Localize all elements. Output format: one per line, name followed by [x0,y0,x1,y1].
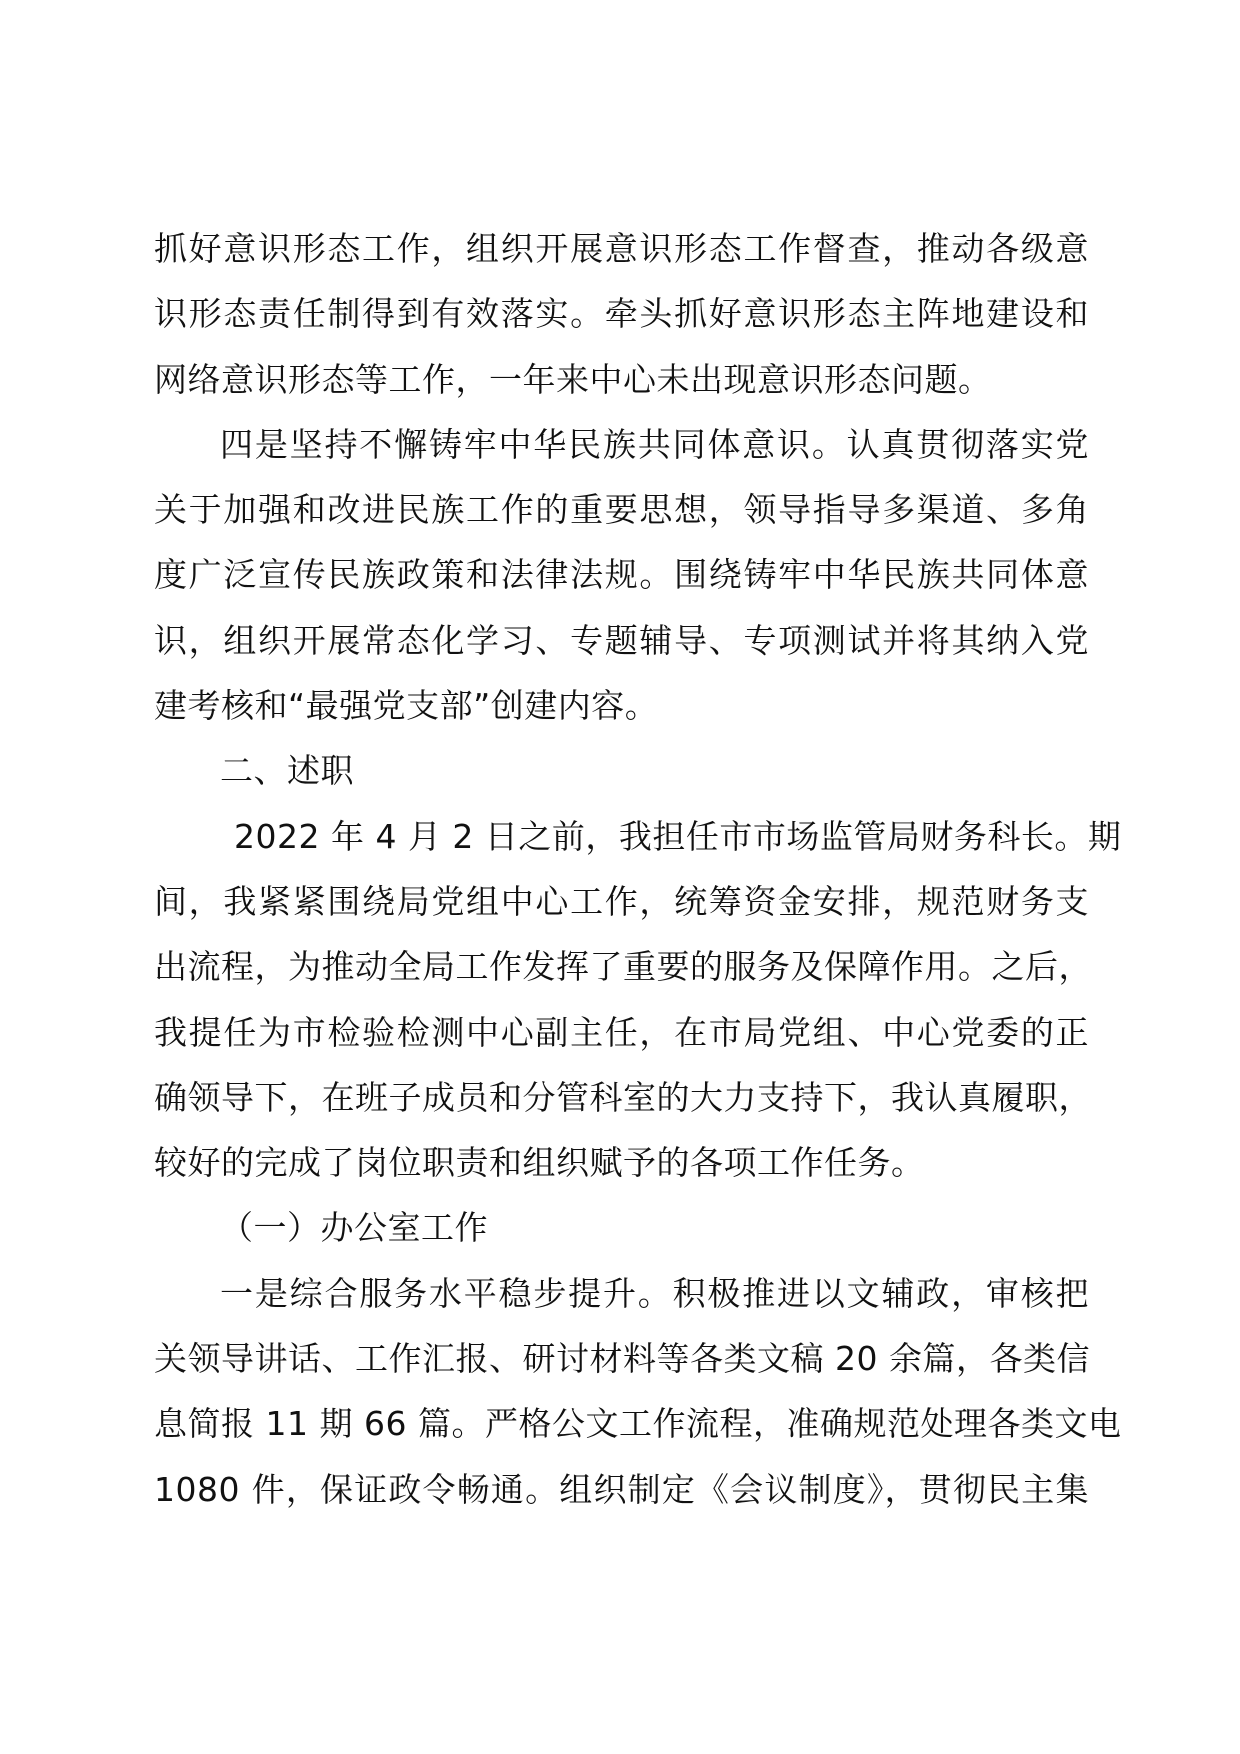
paragraph-start-line: 一是综合服务水平稳步提升。积极推进以文辅政，审核把 [220,1273,1089,1313]
text-line: 网络意识形态等工作，一年来中心未出现意识形态问题。 [154,359,992,399]
document-body [154,216,1122,1522]
text-line: 1080 件，保证政令畅通。组织制定《会议制度》，贯彻民主集 [154,1469,1089,1509]
text-line: 息简报 11 期 66 篇。严格公文工作流程，准确规范处理各类文电 [154,1404,1122,1444]
text-line: 较好的完成了岗位职责和组织赋予的各项工作任务。 [154,1143,925,1183]
text-line: 确领导下，在班子成员和分管科室的大力支持下，我认真履职， [154,1077,1092,1117]
text-line: 度广泛宣传民族政策和法律法规。围绕铸牢中华民族共同体意 [154,555,1089,595]
text-line: 间，我紧紧围绕局党组中心工作，统筹资金安排，规范财务支 [154,881,1089,921]
paragraph-start-line: 四是坚持不懈铸牢中华民族共同体意识。认真贯彻落实党 [220,424,1089,464]
text-line: 识形态责任制得到有效落实。牵头抓好意识形态主阵地建设和 [154,294,1089,334]
text-line: 出流程，为推动全局工作发挥了重要的服务及保障作用。之后， [154,947,1092,987]
text-line: 建考核和“最强党支部”创建内容。 [154,686,659,726]
section-heading: 二、述职 [220,751,354,791]
text-line: 我提任为市检验检测中心副主任，在市局党组、中心党委的正 [154,1012,1089,1052]
text-line: 关领导讲话、工作汇报、研讨材料等各类文稿 20 余篇，各类信 [154,1339,1090,1379]
text-line: 抓好意识形态工作，组织开展意识形态工作督查，推动各级意 [154,229,1089,268]
paragraph-start-line: 2022 年 4 月 2 日之前，我担任市市场监管局财务科长。期 [234,816,1122,856]
text-line: 关于加强和改进民族工作的重要思想，领导指导多渠道、多角 [154,490,1089,530]
subsection-heading: （一）办公室工作 [220,1208,488,1248]
text-line: 识，组织开展常态化学习、专题辅导、专项测试并将其纳入党 [154,620,1089,660]
